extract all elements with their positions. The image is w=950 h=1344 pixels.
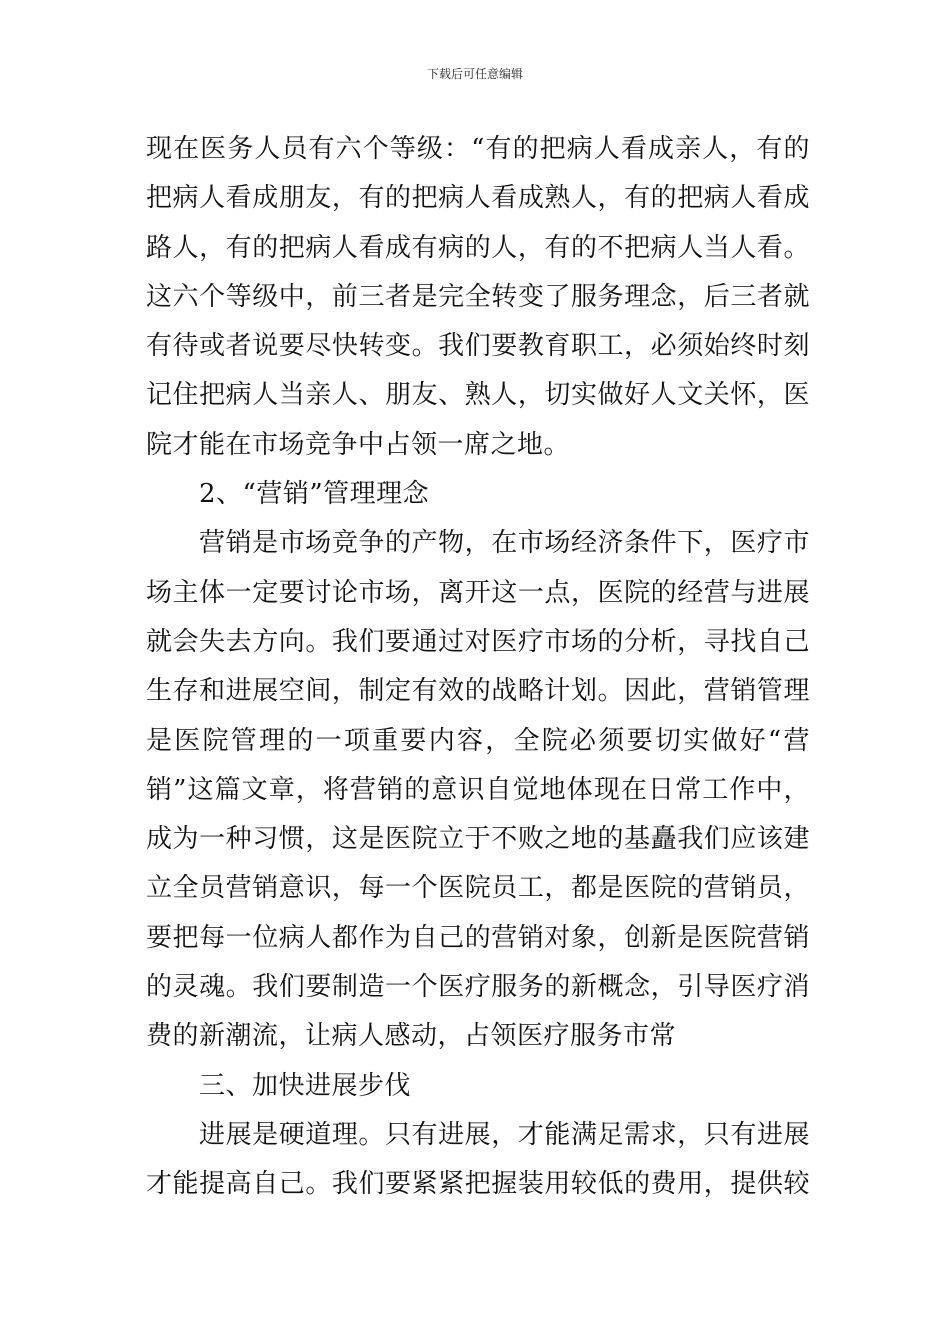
text-line: 这六个等级中，前三者是完全转变了服务理念，后三者就 xyxy=(146,281,810,312)
text-line: 场主体一定要讨论市场，离开这一点，医院的经营与进展 xyxy=(146,577,810,608)
text-line: 销”这篇文章，将营销的意识自觉地体现在日常工作中， xyxy=(146,774,810,805)
text-line: 记住把病人当亲人、朋友、熟人，切实做好人文关怀，医 xyxy=(146,380,810,411)
text-line: 路人，有的把病人看成有病的人，有的不把病人当人看。 xyxy=(146,232,810,263)
page-header: 下载后可任意编辑 xyxy=(426,67,523,81)
text-line: 生存和进展空间，制定有效的战略计划。因此，营销管理 xyxy=(146,676,810,707)
document-body xyxy=(146,125,810,1210)
text-line: 现在医务人员有六个等级：“有的把病人看成亲人，有的 xyxy=(146,134,810,164)
text-line: 营销是市场竞争的产物，在市场经济条件下，医疗市 xyxy=(199,528,810,559)
text-line: 三、加快进展步伐 xyxy=(199,1070,412,1101)
text-line: 院才能在市场竞争中占领一席之地。 xyxy=(146,429,571,460)
text-line: 成为一种习惯，这是医院立于不败之地的基矗我们应该建 xyxy=(146,824,810,855)
text-line: 就会失去方向。我们要通过对医疗市场的分析，寻找自己 xyxy=(146,626,810,657)
text-line: 的灵魂。我们要制造一个医疗服务的新概念，引导医疗消 xyxy=(146,972,810,1003)
text-line: 有待或者说要尽快转变。我们要教育职工，必须始终时刻 xyxy=(146,331,810,362)
text-line: 才能提高自己。我们要紧紧把握装用较低的费用，提供较 xyxy=(146,1169,810,1200)
text-line: 要把每一位病人都作为自己的营销对象，创新是医院营销 xyxy=(146,922,810,953)
text-line: 2、“营销”管理理念 xyxy=(199,479,430,510)
text-line: 进展是硬道理。只有进展，才能满足需求，只有进展 xyxy=(199,1119,810,1150)
text-line: 立全员营销意识，每一个医院员工，都是医院的营销员， xyxy=(146,873,810,904)
text-line: 把病人看成朋友，有的把病人看成熟人，有的把病人看成 xyxy=(146,183,810,214)
text-line: 费的新潮流，让病人感动，占领医疗服务市常 xyxy=(146,1021,677,1052)
text-line: 是医院管理的一项重要内容，全院必须要切实做好“营 xyxy=(146,725,810,756)
